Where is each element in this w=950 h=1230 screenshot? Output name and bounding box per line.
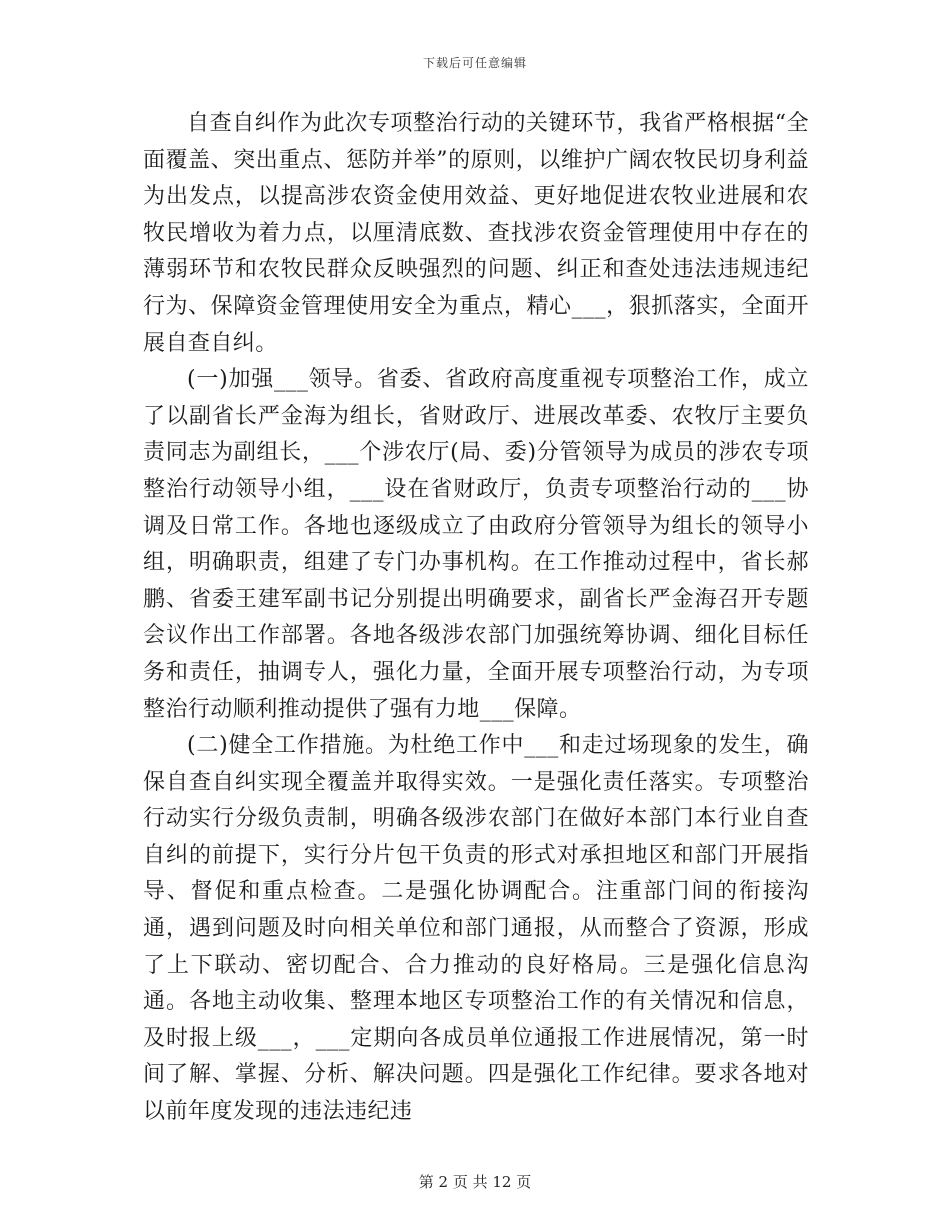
document-body xyxy=(143,106,809,1131)
paragraph-intro: 自查自纠作为此次专项整治行动的关键环节，我省严格根据“全面覆盖、突出重点、惩防并举”的原则，以维护广阔农牧民切身利益为出发点，以提高涉农资金使用效益、更好地促进农牧业进展和农牧民增收为着力点，以厘清底数、查找涉农资金管理使用中存在的薄弱环节和农牧民群众反映强烈的问题、纠正和查处违法违规违纪行为、保障资金管理使用安全为重点，精心___，狠抓落实，全面开展自查自纠。 xyxy=(143,111,809,356)
paragraph-leadership: (一)加强___领导。省委、省政府高度重视专项整治工作，成立了以副省长严金海为组长，省财政厅、进展改革委、农牧厅主要负责同志为副组长，___个涉农厅(局、委)分管领导为成员的涉农专项整治行动领导小组，___设在省财政厅，负责专项整治行动的___协调及日常工作。各地也逐级成立了由政府分管领导为组长的领导小组，明确职责，组建了专门办事机构。在工作推动过程中，省长郝鹏、省委王建军副书记分别提出明确要求，副省长严金海召开专题会议作出工作部署。各地各级涉农部门加强统筹协调、细化目标任务和责任，抽调专人，强化力量，全面开展专项整治行动，为专项整治行动顺利推动提供了强有力地___保障。 xyxy=(143,367,809,722)
paragraph-measures: (二)健全工作措施。为杜绝工作中___和走过场现象的发生，确保自查自纠实现全覆盖并取得实效。一是强化责任落实。专项整治行动实行分级负责制，明确各级涉农部门在做好本部门本行业自查自纠的前提下，实行分片包干负责的形式对承担地区和部门开展指导、督促和重点检查。二是强化协调配合。注重部门间的衔接沟通，遇到问题及时向相关单位和部门通报，从而整合了资源，形成了上下联动、密切配合、合力推动的良好格局。三是强化信息沟通。各地主动收集、整理本地区专项整治工作的有关情况和信息，及时报上级___，___定期向各成员单位通报工作进展情况，第一时间了解、掌握、分析、解决问题。四是强化工作纪律。要求各地对以前年度发现的违法违纪违 xyxy=(143,733,809,1125)
page-number: 第 2 页 共 12 页 xyxy=(418,1173,532,1191)
page-header-note: 下载后可任意编辑 xyxy=(422,56,527,70)
